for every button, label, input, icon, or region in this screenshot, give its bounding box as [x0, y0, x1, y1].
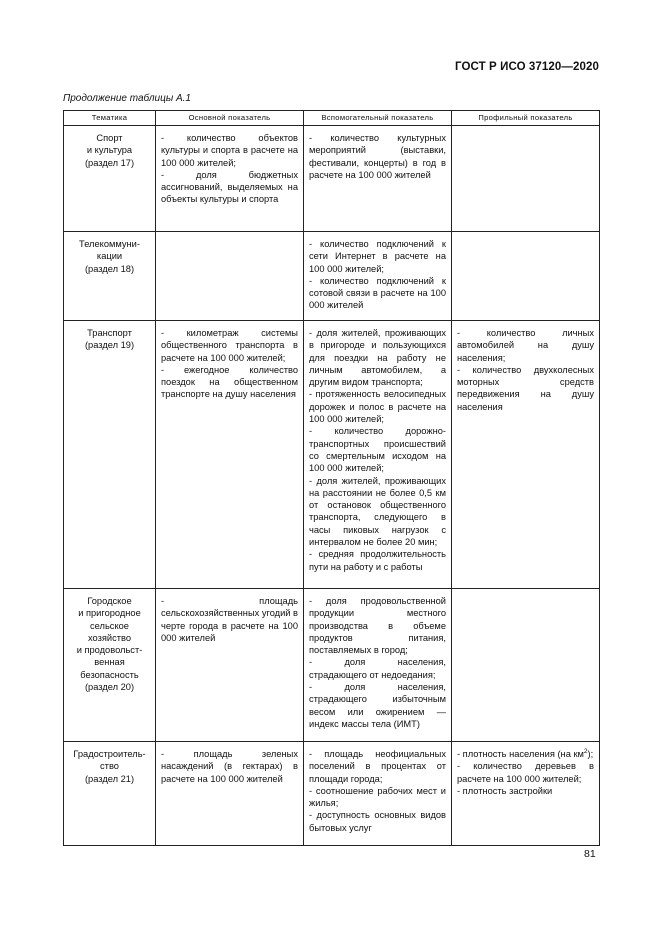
profile-indicator-cell: [452, 321, 600, 589]
table-header-row: [64, 111, 600, 126]
indicator-item: - доля жителей, проживающих на расстоянии не более 0,5 км от остановок общественного транспорта, следующего в часы пиковых нагрузок с интервалом не более 20 мин;: [309, 475, 446, 548]
indicator-item: - средняя продолжительность пути на работу и с работы: [309, 549, 446, 572]
column-header-main: Основной показатель: [156, 111, 304, 126]
indicator-item: - доля населения, страдающего избыточным весом или ожирением — индекс массы тела (ИМТ): [309, 682, 446, 729]
topic-line: (раздел 18): [84, 263, 135, 274]
topic-line: и культура: [86, 145, 133, 156]
aux-indicator-cell: [304, 321, 452, 589]
indicator-item: - площадь сельскохозяйственных угодий в черте города в расчете на 100 000 жителей: [161, 596, 298, 643]
indicator-item: - количество дорожно-транспортных происшествий со смертельным исходом на 100 000 жителей;: [309, 426, 446, 474]
indicator-item: - доля жителей, проживающих в пригороде и пользующихся для поездки на работу не личным автомобилем, а другим видом транспорта;: [309, 328, 446, 388]
indicator-item: - плотность населения (на $км^2$);: [457, 747, 594, 759]
topic-line: Спорт: [96, 133, 123, 143]
topic-line: (раздел 19): [84, 340, 135, 351]
topic-cell: [64, 232, 156, 321]
topic-line: венная: [94, 657, 125, 668]
page-number: 81: [584, 848, 596, 860]
indicator-item: - километраж системы общественного транспорта в расчете на 100 000 жителей;: [161, 328, 298, 363]
indicator-item: - количество подключений к сети Интернет в расчете на 100 000 жителей;: [309, 239, 446, 274]
indicator-item: - доля продовольственной продукции местного производства в объеме продуктов питания, поставляемых в город;: [309, 596, 446, 656]
topic-line: (раздел 21): [84, 773, 135, 784]
profile-indicator-cell: [452, 742, 600, 846]
topic-cell: [64, 126, 156, 232]
indicator-item: - количество деревьев в расчете на 100 000 жителей;: [457, 761, 594, 784]
topic-cell: [64, 589, 156, 742]
table-row: [64, 232, 600, 321]
main-indicator-cell: [156, 126, 304, 232]
column-header-topic: Тематика: [64, 111, 156, 126]
topic-line: Телекоммуни-: [79, 239, 140, 249]
table-row: [64, 126, 600, 232]
topic-line: и продовольст-: [76, 645, 143, 656]
profile-indicator-cell: [452, 126, 600, 232]
indicator-item: - протяженность велосипедных дорожек и полос в расчете на 100 000 жителей;: [309, 389, 446, 425]
indicator-item: - площадь неофициальных поселений в процентах от площади города;: [309, 749, 446, 784]
table-row: [64, 321, 600, 589]
indicator-item: - количество двухколесных моторных средств передвижения на душу населения: [457, 364, 594, 412]
topic-line: ство: [100, 761, 119, 772]
aux-indicator-cell: [304, 589, 452, 742]
profile-indicator-cell: [452, 589, 600, 742]
topic-line: кации: [96, 251, 123, 262]
profile-indicator-cell: [452, 232, 600, 321]
indicator-item: - количество подключений к сотовой связи в расчете на 100 000 жителей: [309, 275, 446, 311]
table-row: [64, 742, 600, 846]
indicator-item: - доступность основных видов бытовых услуг: [309, 810, 446, 833]
indicator-item: - доля бюджетных ассигнований, выделяемых на объекты культуры и спорта: [161, 169, 298, 205]
topic-cell: [64, 321, 156, 589]
indicator-item: - площадь зеленых насаждений (в гектарах) в расчете на 100 000 жителей: [161, 749, 298, 784]
topic-line: безопасность: [80, 669, 139, 680]
indicator-item: - плотность застройки: [457, 785, 553, 796]
indicator-item: - соотношение рабочих мест и жилья;: [309, 785, 446, 809]
column-header-aux: Вспомогательный показатель: [304, 111, 452, 126]
aux-indicator-cell: [304, 126, 452, 232]
column-header-profile: Профильный показатель: [452, 111, 600, 126]
indicator-item: - доля населения, страдающего от недоедания;: [309, 657, 446, 680]
indicator-item: - количество объектов культуры и спорта в расчете на 100 000 жителей;: [161, 133, 298, 168]
topic-cell: [64, 742, 156, 846]
indicator-item: - количество личных автомобилей на душу населения;: [457, 328, 594, 363]
standard-header: ГОСТ Р ИСО 37120—2020: [454, 61, 599, 73]
topic-line: Городское: [87, 596, 132, 606]
topic-line: Транспорт: [87, 328, 132, 338]
topic-line: и пригородное: [78, 608, 141, 619]
aux-indicator-cell: [304, 232, 452, 321]
indicator-item: - ежегодное количество поездок на общественном транспорте на душу населения: [161, 364, 298, 400]
topic-line: сельское: [90, 620, 129, 631]
main-indicator-cell: [156, 321, 304, 589]
table-caption: Продолжение таблицы А.1: [63, 93, 191, 104]
topic-line: хозяйство: [87, 632, 131, 643]
main-indicator-cell: [156, 742, 304, 846]
topic-line: (раздел 20): [84, 682, 135, 693]
main-indicator-cell: [156, 589, 304, 742]
table-row: [64, 589, 600, 742]
indicators-table: [63, 110, 600, 846]
topic-line: (раздел 17): [84, 157, 135, 168]
main-indicator-cell: [156, 232, 304, 321]
indicator-item: - количество культурных мероприятий (выставки, фестивали, концерты) в год в расчете на 100 000 жителей: [309, 133, 446, 180]
aux-indicator-cell: [304, 742, 452, 846]
topic-line: Градостроитель-: [73, 749, 146, 759]
